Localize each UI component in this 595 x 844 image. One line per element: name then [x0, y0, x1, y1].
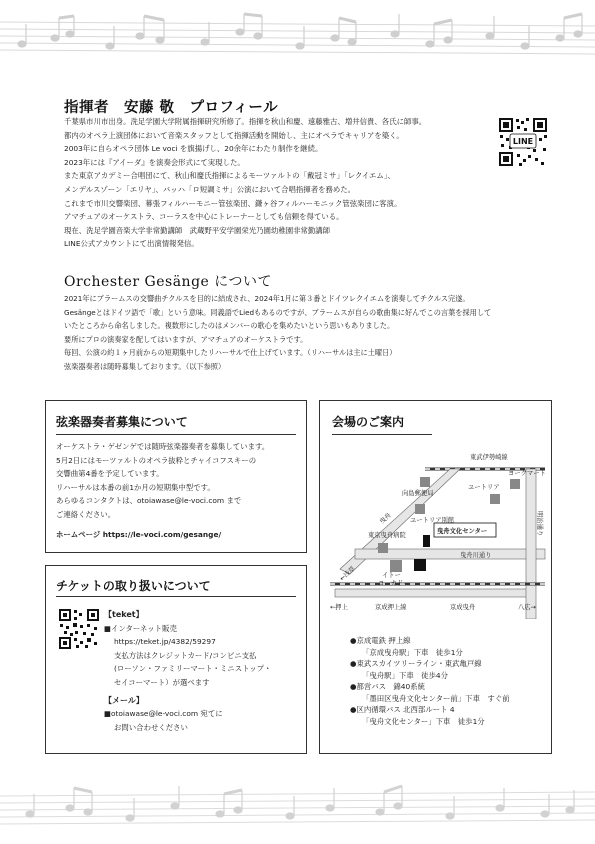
map-label-yotsugi: 八広→: [518, 604, 536, 611]
map-label-keisei-hikifune: 京成曳舟: [450, 604, 476, 611]
teket-heading: 【teket】: [104, 610, 144, 619]
map-marker-yorkmart: [510, 479, 520, 489]
venue-access-list: [350, 635, 510, 727]
teket-url-link[interactable]: https://teket.jp/4382/59297: [114, 637, 216, 647]
teket-line: セイコーマート）が選べます: [114, 677, 210, 687]
about-title: Orchester Gesänge について: [64, 274, 272, 290]
profile-line: これまで市川交響楽団、幕張フィルハーモニー管弦楽団、鎌ヶ谷フィルハーモニック管弦楽団に客演。: [64, 198, 402, 208]
teket-line: ■インターネット販売: [104, 623, 177, 633]
map-label-meiji: 明治通り: [536, 511, 543, 537]
map-label-keisei-oshiage: 京成押上線: [375, 604, 407, 611]
music-staff-decoration-bottom: [0, 778, 595, 842]
about-text: [64, 292, 491, 374]
map-label-yorkmart: ヨークマート: [508, 470, 546, 477]
teket-qr-code-icon[interactable]: [58, 608, 100, 650]
recruit-box: [45, 400, 307, 553]
map-label-hall: 曳舟文化センター: [437, 528, 488, 535]
recruit-line: 交響曲第4番を予定しています。: [56, 469, 164, 479]
tickets-title: チケットの取り扱いについて: [56, 579, 211, 593]
teket-section: [104, 608, 271, 734]
recruit-title: 弦楽器奏者募集について: [56, 415, 188, 429]
venue-map: [320, 439, 553, 619]
about-line: 2021年にブラームスの交響曲チクルスを目的に結成され、2024年1月に第３番とドイツレクイエムを演奏してチクルス完遂。: [64, 294, 470, 303]
access-item-detail: 「墨田区曳舟文化センター前」下車 すぐ前: [362, 693, 510, 703]
recruit-line: 5月2日にはモーツァルトのオペラ抜粋とチャイコフスキーの: [56, 455, 257, 465]
map-label-hospital: 東京曳舟病院: [368, 532, 406, 539]
mail-link[interactable]: ■otoiawase@le-voci.com 宛てに: [104, 709, 223, 719]
mail-heading: 【メール】: [104, 695, 144, 705]
access-item-line: ●区内循環バス 北西部ルート 4: [350, 705, 455, 714]
about-line: 弦楽器奏者は随時募集しております。（以下参照）: [64, 361, 226, 371]
venue-title-underline: [332, 434, 432, 435]
profile-line: メンデルスゾーン「エリヤ」、バッハ「ロ短調ミサ」公演において合唱指揮者を務めた。: [64, 184, 356, 194]
venue-title: 会場のご案内: [332, 415, 405, 429]
map-label-utoria: ユートリア: [468, 484, 500, 491]
profile-line: LINE公式アカウントにて出演情報発信。: [64, 239, 199, 249]
map-label-post: 向島郵便局: [402, 490, 434, 497]
access-item-line: ●京成電鉄 押上線: [350, 636, 411, 645]
map-label-utoria-annex: ユートリア別館: [410, 517, 455, 524]
access-item-detail: 「曳舟駅」下車 徒歩4分: [362, 670, 449, 680]
map-marker-utoria: [490, 494, 500, 504]
recruit-line: リハーサルは本番の前1か月の短期集中型です。: [56, 482, 215, 492]
map-marker-hall: [423, 535, 430, 547]
profile-line: また東京アカデミー合唱団にて、秋山和慶氏指揮によるモーツァルトの「戴冠ミサ」「レクイエム」、: [64, 171, 395, 181]
access-item-line: ●都営バス 錦40系統: [350, 682, 425, 691]
profile-line: 千葉県市川市出身。洗足学園大学附属指揮研究所修了。指揮を秋山和慶、遠藤雅古、増井信貴、各氏に師事。: [64, 117, 427, 126]
access-item-line: ●東武スカイツリーライン・東武亀戸線: [350, 659, 482, 668]
map-marker-hospital: [378, 543, 388, 553]
map-marker-utoria-annex: [415, 504, 425, 514]
map-label-ito: イトー: [382, 572, 401, 579]
profile-text: [64, 115, 426, 251]
recruit-homepage-link[interactable]: ホームページ https://le-voci.com/gesange/: [56, 529, 222, 539]
about-line: 要所にプロの演奏家を配してはいますが、アマチュアのオーケストラです。: [64, 334, 308, 344]
about-line: Gesängeとはドイツ語で「歌」という意味。同義語でLiedもあるのですが、ブラームスが自らの歌曲集に好んでこの言葉を採用して: [64, 307, 492, 317]
map-marker-itoyokado: [390, 560, 402, 572]
profile-line: アマチュアのオーケストラ、コーラスを中心にトレーナーとしても信頼を得ている。: [64, 212, 344, 222]
profile-line: 都内のオペラ上演団体において音楽スタッフとして指揮活動を開始し、主にオペラでキャリアを築く。: [64, 130, 404, 140]
line-qr-caption: LINE: [512, 137, 534, 146]
music-staff-decoration-top: [0, 6, 595, 70]
teket-line: 支払方法はクレジットカード/コンビニ支払: [114, 650, 257, 660]
recruit-line: あらゆるコンタクトは、otoiawase@le-voci.com まで: [56, 496, 242, 506]
map-marker-hall-main: [414, 559, 426, 571]
about-line: 毎回、公演の約１ヶ月前からの短期集中したリハーサルで仕上げています。（リハーサルは主に土曜日）: [64, 348, 397, 358]
map-label-yokado: ヨーカドー: [378, 580, 410, 587]
tickets-title-underline: [56, 596, 296, 597]
tickets-box: [45, 565, 307, 754]
recruit-text: [56, 440, 269, 541]
recruit-line: ご連絡ください。: [56, 509, 116, 519]
access-item-detail: 「曳舟文化センター」下車 徒歩1分: [362, 716, 485, 726]
recruit-line: オーケストラ・ゲゼンゲでは随時弦楽器奏者を募集しています。: [56, 442, 270, 451]
map-label-oshiage: ←押上: [330, 604, 348, 611]
map-marker-post: [420, 477, 430, 487]
profile-title: 指揮者 安藤 敬 プロフィール: [64, 99, 279, 116]
map-label-asakusa: ←浅草: [338, 565, 357, 583]
line-qr-code-icon[interactable]: [497, 116, 549, 178]
teket-line: (ローソン・ファミリーマート・ミニストップ・: [114, 664, 272, 674]
profile-line: 現在、洗足学園音楽大学非常勤講師 武蔵野平安学園栄光乃園幼稚園非常勤講師: [64, 225, 331, 235]
recruit-title-underline: [56, 434, 296, 435]
mail-line: お問い合わせください: [114, 722, 188, 732]
map-label-tobu: 東武伊勢崎線: [470, 454, 508, 461]
profile-line: 2023年には『アイーダ』を演奏会形式にて実現した。: [64, 157, 245, 167]
map-label-river-road: 曳舟川通り: [460, 552, 492, 559]
venue-box: [319, 400, 552, 754]
about-line: いたところから命名しました。複数形にしたのはメンバーの歌心を集めたいという思いもありました。: [64, 321, 395, 331]
profile-line: 2003年に自らオペラ団体 Le voci を旗揚げし、20余年にわたり制作を継続。: [64, 144, 323, 154]
access-item-detail: 「京成曳舟駅」下車 徒歩1分: [362, 647, 463, 657]
map-label-boat-road: 曳舟: [378, 511, 393, 526]
